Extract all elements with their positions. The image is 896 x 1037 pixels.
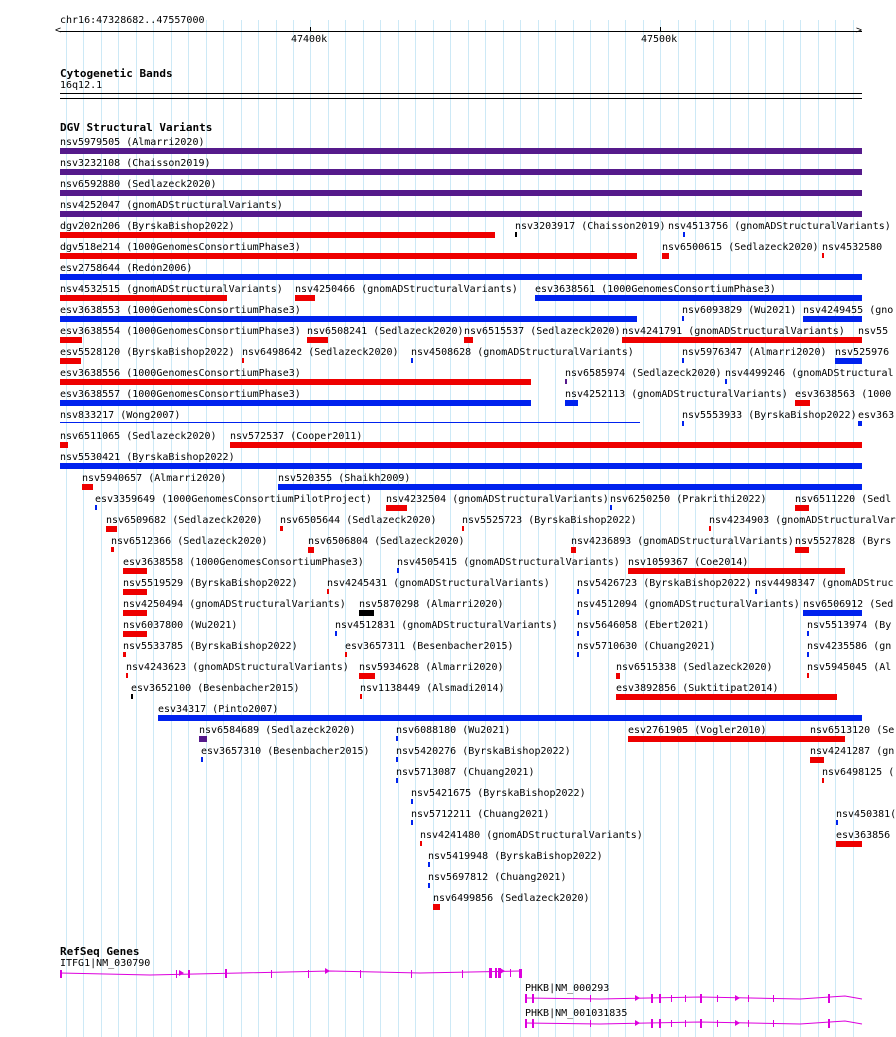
variant-label[interactable]: nsv4249455 (gno bbox=[803, 305, 894, 316]
variant-label[interactable]: nsv833217 (Wong2007) bbox=[60, 410, 181, 421]
variant-label[interactable]: esv363 bbox=[858, 410, 895, 421]
variant-label[interactable]: nsv6037800 (Wu2021) bbox=[123, 620, 238, 631]
variant-label[interactable]: nsv6499856 (Sedlazeck2020) bbox=[433, 893, 590, 904]
variant-label[interactable]: nsv4250466 (gnomADStructuralVariants) bbox=[295, 284, 518, 295]
variant-label[interactable]: nsv6592880 (Sedlazeck2020) bbox=[60, 179, 217, 190]
variant-label[interactable]: nsv6508241 (Sedlazeck2020) bbox=[307, 326, 464, 337]
variant-label[interactable]: nsv6511220 (Sedl bbox=[795, 494, 892, 505]
variant-label[interactable]: nsv5553933 (ByrskaBishop2022) bbox=[682, 410, 857, 421]
variant-label[interactable]: nsv5945045 (Al bbox=[807, 662, 892, 673]
ruler-right-arrow[interactable]: > bbox=[856, 25, 863, 36]
variant-label[interactable]: dgv202n206 (ByrskaBishop2022) bbox=[60, 221, 235, 232]
variant-label[interactable]: nsv5421675 (ByrskaBishop2022) bbox=[411, 788, 586, 799]
variant-label[interactable]: nsv6500615 (Sedlazeck2020) bbox=[662, 242, 819, 253]
variant-label[interactable]: nsv6512366 (Sedlazeck2020) bbox=[111, 536, 268, 547]
variant-label[interactable]: nsv4232504 (gnomADStructuralVariants) bbox=[386, 494, 609, 505]
variant-label[interactable]: nsv4250494 (gnomADStructuralVariants) bbox=[123, 599, 346, 610]
variant-label[interactable]: esv34317 (Pinto2007) bbox=[158, 704, 279, 715]
variant-label[interactable]: esv5528120 (ByrskaBishop2022) bbox=[60, 347, 235, 358]
variant-label[interactable]: esv3638554 (1000GenomesConsortiumPhase3) bbox=[60, 326, 301, 337]
variant-label[interactable]: nsv5420276 (ByrskaBishop2022) bbox=[396, 746, 571, 757]
variant-label[interactable]: esv3359649 (1000GenomesConsortiumPilotProject) bbox=[95, 494, 372, 505]
variant-label[interactable]: nsv5519529 (ByrskaBishop2022) bbox=[123, 578, 298, 589]
variant-label[interactable]: nsv5530421 (ByrskaBishop2022) bbox=[60, 452, 235, 463]
variant-label[interactable]: nsv4512831 (gnomADStructuralVariants) bbox=[335, 620, 558, 631]
variant-label[interactable]: esv3638556 (1000GenomesConsortiumPhase3) bbox=[60, 368, 301, 379]
variant-label[interactable]: nsv5513974 (By bbox=[807, 620, 892, 631]
variant-label[interactable]: nsv525976 bbox=[835, 347, 890, 358]
variant-label[interactable]: nsv450381( bbox=[836, 809, 896, 820]
variant-label[interactable]: nsv5976347 (Almarri2020) bbox=[682, 347, 827, 358]
ruler-left-arrow[interactable]: < bbox=[55, 25, 62, 36]
variant-label[interactable]: nsv6509682 (Sedlazeck2020) bbox=[106, 515, 263, 526]
variant-label[interactable]: nsv6515537 (Sedlazeck2020) bbox=[464, 326, 621, 337]
variant-label[interactable]: nsv5426723 (ByrskaBishop2022) bbox=[577, 578, 752, 589]
variant-label[interactable]: nsv4532515 (gnomADStructuralVariants) bbox=[60, 284, 283, 295]
track-title-dgv[interactable]: DGV Structural Variants bbox=[60, 121, 213, 134]
variant-label[interactable]: nsv4235586 (gn bbox=[807, 641, 892, 652]
variant-label[interactable]: nsv4512094 (gnomADStructuralVariants) bbox=[577, 599, 800, 610]
variant-label[interactable]: nsv4241480 (gnomADStructuralVariants) bbox=[420, 830, 643, 841]
ruler-tick-label: 47500k bbox=[641, 34, 678, 45]
variant-label[interactable]: nsv4252047 (gnomADStructuralVariants) bbox=[60, 200, 283, 211]
gene-intron-phkb[interactable] bbox=[525, 996, 862, 999]
variant-label[interactable]: nsv6584689 (Sedlazeck2020) bbox=[199, 725, 356, 736]
variant-label[interactable]: esv3638561 (1000GenomesConsortiumPhase3) bbox=[535, 284, 776, 295]
variant-label[interactable]: nsv5646058 (Ebert2021) bbox=[577, 620, 710, 631]
variant-label[interactable]: nsv4498347 (gnomADStruc bbox=[755, 578, 894, 589]
variant-label[interactable]: nsv4252113 (gnomADStructuralVariants) bbox=[565, 389, 788, 400]
variant-label[interactable]: nsv5934628 (Almarri2020) bbox=[359, 662, 504, 673]
gene-intron-phkb[interactable] bbox=[525, 1021, 862, 1024]
variant-label[interactable]: nsv6511065 (Sedlazeck2020) bbox=[60, 431, 217, 442]
cytoband-label: 16q12.1 bbox=[60, 80, 103, 91]
variant-label[interactable]: nsv3232108 (Chaisson2019) bbox=[60, 158, 211, 169]
track-title-cytobands[interactable]: Cytogenetic Bands bbox=[60, 67, 173, 80]
variant-label[interactable]: esv3638557 (1000GenomesConsortiumPhase3) bbox=[60, 389, 301, 400]
variant-label[interactable]: esv3638563 (1000 bbox=[795, 389, 892, 400]
variant-label[interactable]: nsv1059367 (Coe2014) bbox=[628, 557, 749, 568]
variant-label[interactable]: nsv572537 (Cooper2011) bbox=[230, 431, 363, 442]
variant-label[interactable]: nsv4499246 (gnomADStructural bbox=[725, 368, 894, 379]
variant-label[interactable]: nsv1138449 (Alsmadi2014) bbox=[360, 683, 505, 694]
variant-label[interactable]: nsv5979505 (Almarri2020) bbox=[60, 137, 205, 148]
variant-label[interactable]: nsv520355 (Shaikh2009) bbox=[278, 473, 411, 484]
variant-label[interactable]: nsv6585974 (Sedlazeck2020) bbox=[565, 368, 722, 379]
ruler-tick-label: 47400k bbox=[291, 34, 328, 45]
variant-label[interactable]: nsv6505644 (Sedlazeck2020) bbox=[280, 515, 437, 526]
variant-label[interactable]: nsv4236893 (gnomADStructuralVariants) bbox=[571, 536, 794, 547]
variant-label[interactable]: nsv4243623 (gnomADStructuralVariants) bbox=[126, 662, 349, 673]
variant-label[interactable]: esv3638553 (1000GenomesConsortiumPhase3) bbox=[60, 305, 301, 316]
variant-label[interactable]: nsv6506912 (Sed bbox=[803, 599, 894, 610]
gene-exons bbox=[60, 968, 830, 1028]
variant-label[interactable]: nsv5697812 (Chuang2021) bbox=[428, 872, 567, 883]
variant-label[interactable]: nsv5712211 (Chuang2021) bbox=[411, 809, 550, 820]
variant-label[interactable]: nsv5527828 (Byrs bbox=[795, 536, 892, 547]
gene-strand-arrows bbox=[179, 968, 740, 1026]
variant-label[interactable]: nsv6498125 ( bbox=[822, 767, 895, 778]
variant-label[interactable]: dgv518e214 (1000GenomesConsortiumPhase3) bbox=[60, 242, 301, 253]
variant-label[interactable]: nsv6498642 (Sedlazeck2020) bbox=[242, 347, 399, 358]
variant-label[interactable]: esv3657311 (Besenbacher2015) bbox=[345, 641, 514, 652]
variant-label[interactable]: esv3892856 (Suktitipat2014) bbox=[616, 683, 779, 694]
variant-label[interactable]: nsv6093829 (Wu2021) bbox=[682, 305, 797, 316]
variant-label[interactable]: esv2761905 (Vogler2010) bbox=[628, 725, 767, 736]
variant-label[interactable]: nsv3203917 (Chaisson2019) bbox=[515, 221, 666, 232]
variant-label[interactable]: nsv4241791 (gnomADStructuralVariants) bbox=[622, 326, 845, 337]
variant-label[interactable]: esv2758644 (Redon2006) bbox=[60, 263, 193, 274]
variant-label[interactable]: esv363856 bbox=[836, 830, 891, 841]
variant-label[interactable]: esv3652100 (Besenbacher2015) bbox=[131, 683, 300, 694]
variant-label[interactable]: nsv4245431 (gnomADStructuralVariants) bbox=[327, 578, 550, 589]
variant-label[interactable]: nsv4508628 (gnomADStructuralVariants) bbox=[411, 347, 634, 358]
variant-label[interactable]: nsv5870298 (Almarri2020) bbox=[359, 599, 504, 610]
variant-label[interactable]: nsv5713087 (Chuang2021) bbox=[396, 767, 535, 778]
variant-label[interactable]: nsv4505415 (gnomADStructuralVariants) bbox=[397, 557, 620, 568]
variant-label[interactable]: nsv5419948 (ByrskaBishop2022) bbox=[428, 851, 603, 862]
variant-label[interactable]: nsv6515338 (Sedlazeck2020) bbox=[616, 662, 773, 673]
variant-label[interactable]: nsv4532580 bbox=[822, 242, 883, 253]
track-title-refseq[interactable]: RefSeq Genes bbox=[60, 945, 140, 958]
variant-label[interactable]: nsv6088180 (Wu2021) bbox=[396, 725, 511, 736]
gene-label[interactable]: ITFG1|NM_030790 bbox=[60, 958, 151, 969]
variant-label[interactable]: nsv6513120 (Se bbox=[810, 725, 895, 736]
variant-label[interactable]: nsv6506804 (Sedlazeck2020) bbox=[308, 536, 465, 547]
variant-label[interactable]: nsv4513756 (gnomADStructuralVariants) bbox=[668, 221, 891, 232]
variant-label[interactable]: nsv5533785 (ByrskaBishop2022) bbox=[123, 641, 298, 652]
gene-label[interactable]: PHKB|NM_000293 bbox=[525, 983, 610, 994]
variant-label[interactable]: nsv4241287 (gn bbox=[810, 746, 895, 757]
variant-label[interactable]: nsv4234903 (gnomADStructuralVar bbox=[709, 515, 896, 526]
variant-label[interactable]: nsv5525723 (ByrskaBishop2022) bbox=[462, 515, 637, 526]
variant-label[interactable]: nsv5710630 (Chuang2021) bbox=[577, 641, 716, 652]
variant-label[interactable]: nsv6250250 (Prakrithi2022) bbox=[610, 494, 767, 505]
gene-label[interactable]: PHKB|NM_001031835 bbox=[525, 1008, 628, 1019]
location-label: chr16:47328682..47557000 bbox=[60, 15, 205, 26]
variant-label[interactable]: esv3638558 (1000GenomesConsortiumPhase3) bbox=[123, 557, 364, 568]
variant-label[interactable]: esv3657310 (Besenbacher2015) bbox=[201, 746, 370, 757]
variant-label[interactable]: nsv55 bbox=[858, 326, 889, 337]
variant-label[interactable]: nsv5940657 (Almarri2020) bbox=[82, 473, 227, 484]
gene-intron-itfg1[interactable] bbox=[60, 971, 520, 975]
